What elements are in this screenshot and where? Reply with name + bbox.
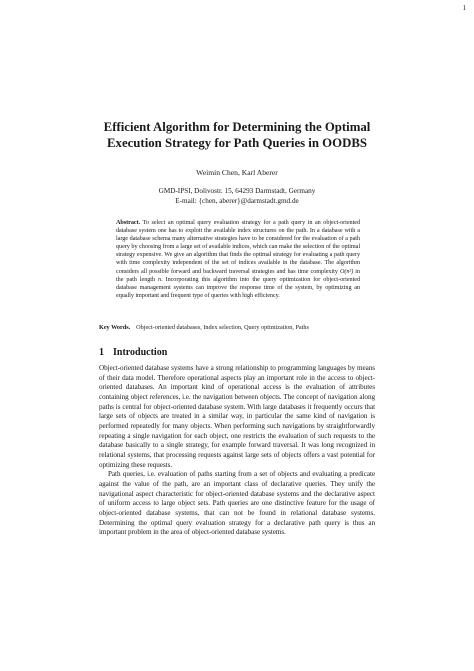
authors: Weimin Chen, Karl Aberer <box>196 168 278 177</box>
keywords-text: Object-oriented databases, Index selection, Query optimization, Paths <box>136 324 309 331</box>
affiliation: GMD-IPSI, Dolivostr. 15, 64293 Darmstadt, Germany <box>158 187 316 195</box>
title-line-2: Execution Strategy for Path Queries in OODBS <box>107 136 367 150</box>
section-number: 1 <box>99 347 104 358</box>
abstract-label: Abstract. <box>116 219 141 226</box>
keywords-label: Key Words. <box>99 324 131 331</box>
affiliation-block <box>60 187 414 206</box>
abstract <box>116 219 360 300</box>
abstract-complexity: O(n²) <box>339 267 354 275</box>
abstract-text-2: in the path length <box>116 267 361 283</box>
section-heading <box>99 347 167 358</box>
paragraph-1: Object-oriented database systems have a strong relationship to programming languages by means of their data model. Therefore operational aspects play an important role in the access to object-oriented databases. An important kind of operational access is the evaluation of attributes containing object references, i.e. the navigation between objects. The concept of navigation along paths is central for object-oriented database system. With large databases it frequently occurs that large sets of objects are treated in a similar way, in particular the same kind of navigation is performed repeatedly for many objects. When performing such navigations by straightforwardly repeating a single navigation for each object, one restricts the evaluation of such requests to the database basically to a single strategy, for example forward traversal. It was long recognized in relational systems, that processing requests against large sets of objects offers a vast potential for optimizing these requests. <box>99 364 375 469</box>
paper-title <box>60 119 414 151</box>
paragraph-2: Path queries, i.e. evaluation of paths starting from a set of objects and evaluating a predicate against the value of the path, are an important class of declarative queries. They unify the navigational aspect characteristic for object-oriented database systems and the declarative aspect of uniform access to large object sets. Path queries are one distinctive feature for the usage of object-oriented database systems, that can not be found in relational database systems. Determining the optimal query evaluation strategy for a declarative path query is thus an important problem in the area of object-oriented database systems. <box>99 470 375 537</box>
section-title: Introduction <box>113 347 168 358</box>
abstract-text-1: To select an optimal query evaluation strategy for a path query in an object-oriented database system one has to exploit the available index structures on the path. In a database with a large database schema many alternative strategies have to be considered for the evaluation of a path query by choosing from a large set of available indices, which can make the selection of the optimal strategy expensive. We give an algorithm that finds the optimal strategy for evaluating a path query with time complexity independent of the set of indices available in the database. The algorithm considers all possible forward and backward traversal strategies and has time complexity <box>116 219 360 275</box>
abstract-variable: n <box>158 275 162 283</box>
email: E-mail: {chen, aberer}@darmstadt.gmd.de <box>175 196 299 205</box>
body-text <box>99 364 375 538</box>
abstract-text-3: . Incorporating this algorithm into the query optimization for object-oriented database management systems can improve the response time of the system, by optimizing an equally important and frequent type of queries with high efficiency. <box>116 275 360 299</box>
keywords <box>99 324 375 332</box>
page-number: 1 <box>462 4 466 12</box>
title-line-1: Efficient Algorithm for Determining the Optimal <box>103 120 371 134</box>
